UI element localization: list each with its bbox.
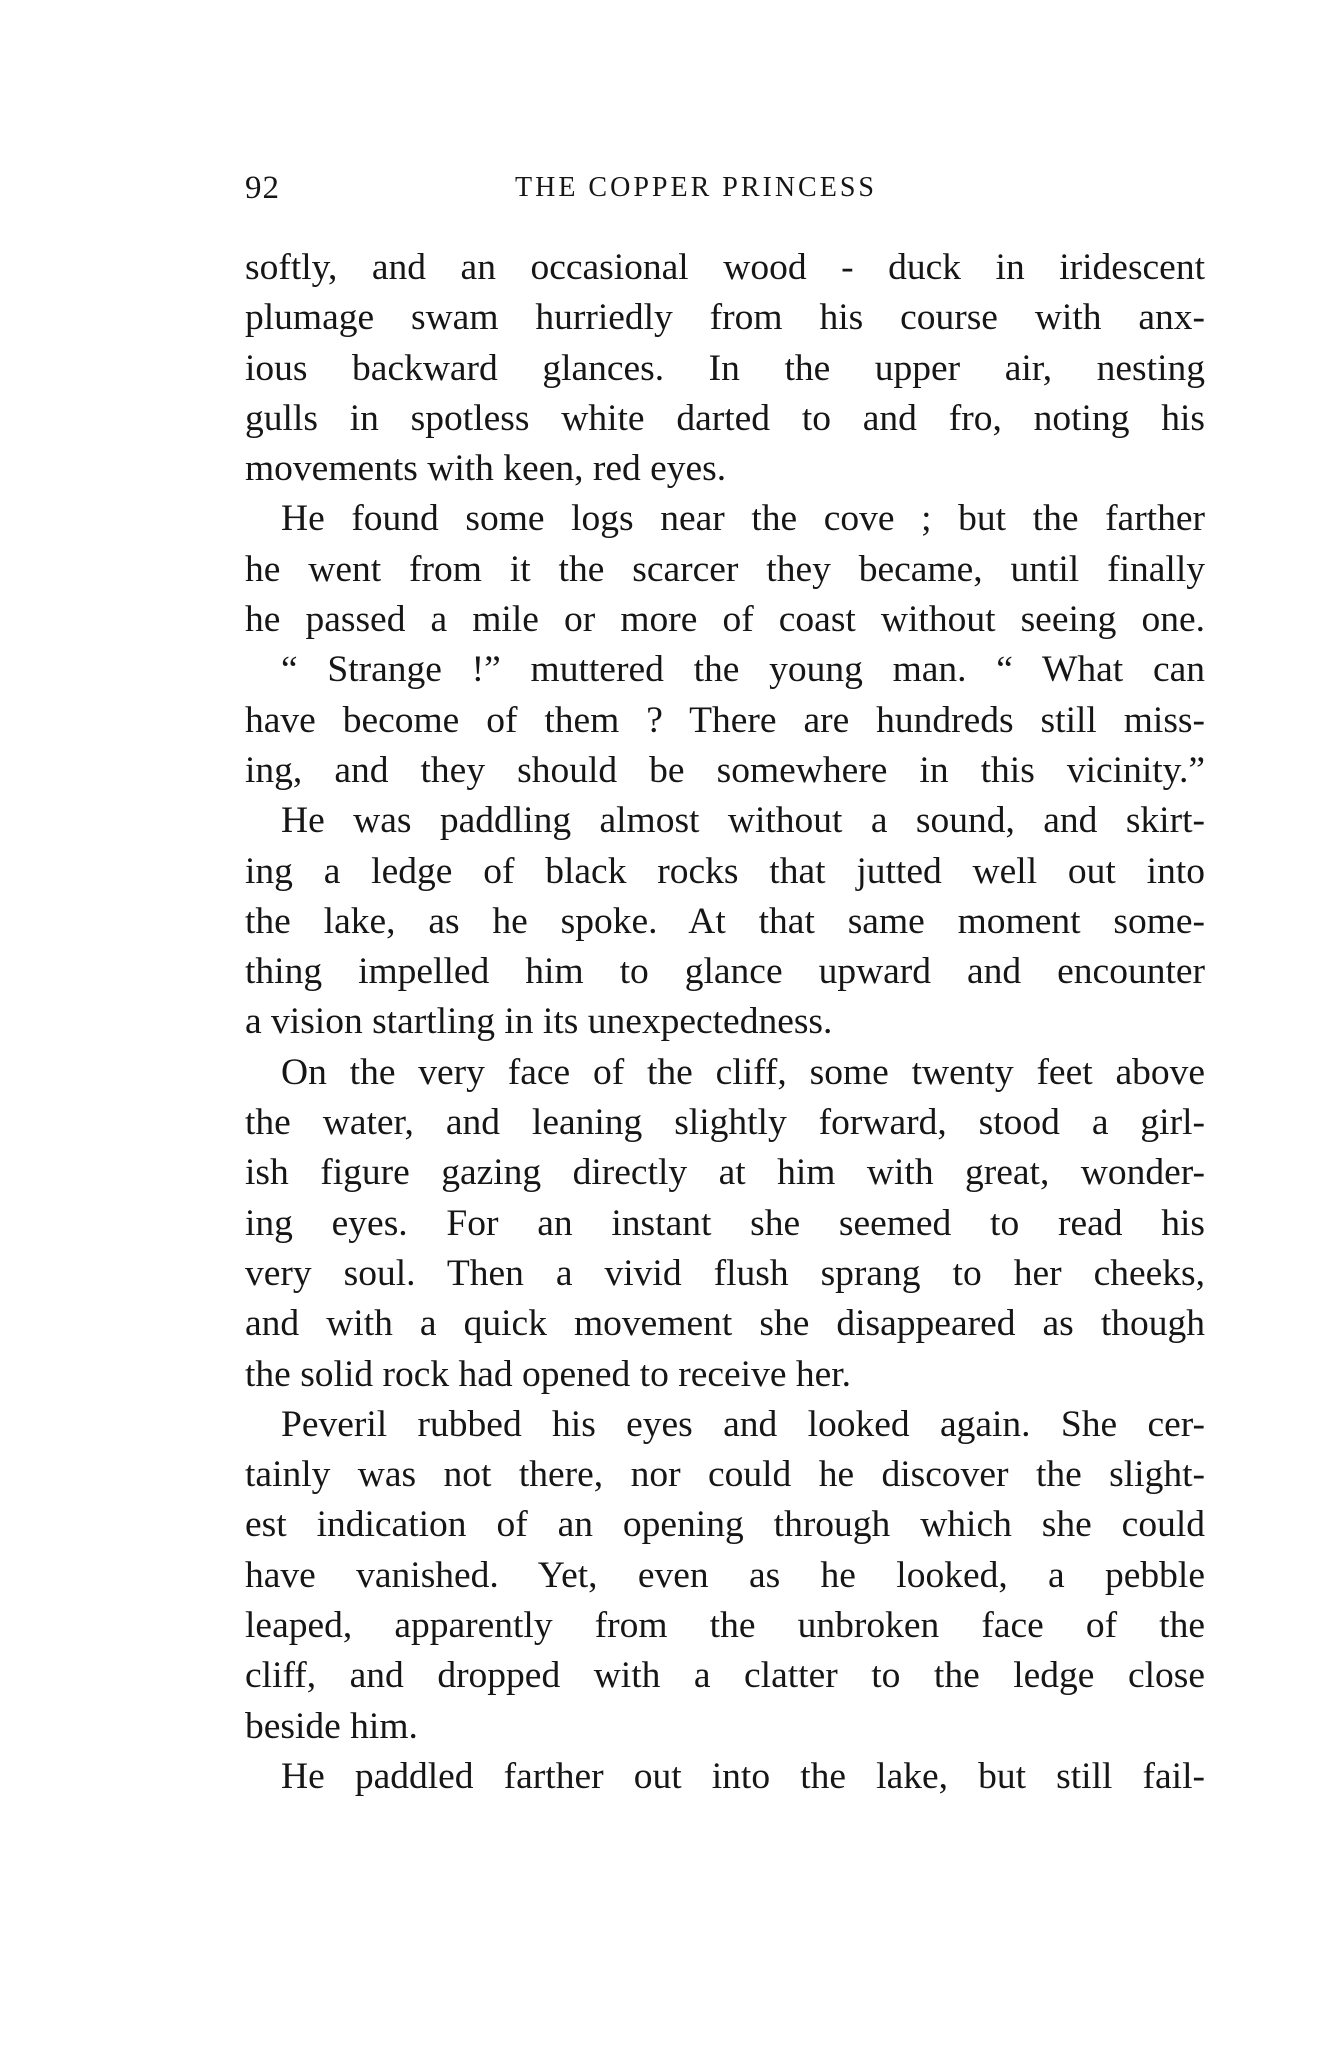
text-line: he passed a mile or more of coast without seeing one. [245, 599, 1205, 641]
running-head: THE COPPER PRINCESS [515, 172, 877, 203]
text-line: Peveril rubbed his eyes and looked again. She cer- [281, 1403, 1205, 1445]
body-text [245, 243, 1205, 1843]
text-line: have become of them ? There are hundreds still miss- [245, 699, 1205, 741]
text-line: he went from it the scarcer they became, until finally [245, 548, 1205, 590]
text-line: “ Strange !” muttered the young man. “ What can [281, 649, 1205, 691]
text-line: leaped, apparently from the unbroken face of the [245, 1605, 1205, 1647]
text-line: plumage swam hurriedly from his course with anx- [245, 297, 1205, 339]
text-line: tainly was not there, nor could he discover the slight- [245, 1454, 1205, 1496]
text-line: He found some logs near the cove ; but the farther [281, 498, 1205, 540]
text-line: He was paddling almost without a sound, and skirt- [281, 800, 1205, 842]
text-line: the solid rock had opened to receive her. [245, 1353, 852, 1395]
text-line: On the very face of the cliff, some twenty feet above [281, 1051, 1205, 1093]
text-line: the lake, as he spoke. At that same moment some- [245, 900, 1205, 942]
text-line: movements with keen, red eyes. [245, 448, 727, 490]
text-line: very soul. Then a vivid flush sprang to her cheeks, [245, 1252, 1205, 1294]
page-number: 92 [245, 170, 280, 206]
text-line: have vanished. Yet, even as he looked, a pebble [245, 1554, 1205, 1596]
text-line: softly, and an occasional wood - duck in iridescent [245, 247, 1205, 288]
text-line: thing impelled him to glance upward and encounter [245, 951, 1205, 993]
text-line: gulls in spotless white darted to and fro, noting his [245, 397, 1205, 439]
text-line: ing eyes. For an instant she seemed to read his [245, 1202, 1205, 1244]
text-line: beside him. [245, 1705, 418, 1747]
text-line: est indication of an opening through which she could [245, 1504, 1205, 1546]
text-line: cliff, and dropped with a clatter to the ledge close [245, 1655, 1205, 1697]
text-line: and with a quick movement she disappeared as though [245, 1303, 1205, 1345]
text-line: ing, and they should be somewhere in this vicinity.” [245, 749, 1205, 791]
text-line: He paddled farther out into the lake, but still fail- [281, 1755, 1205, 1797]
text-line: the water, and leaning slightly forward, stood a girl- [245, 1102, 1205, 1144]
text-line: a vision startling in its unexpectedness. [245, 1001, 833, 1043]
text-line: ing a ledge of black rocks that jutted well out into [245, 850, 1205, 892]
text-line: ish figure gazing directly at him with great, wonder- [245, 1152, 1205, 1194]
text-line: ious backward glances. In the upper air, nesting [245, 347, 1205, 389]
page-header [245, 170, 1205, 220]
